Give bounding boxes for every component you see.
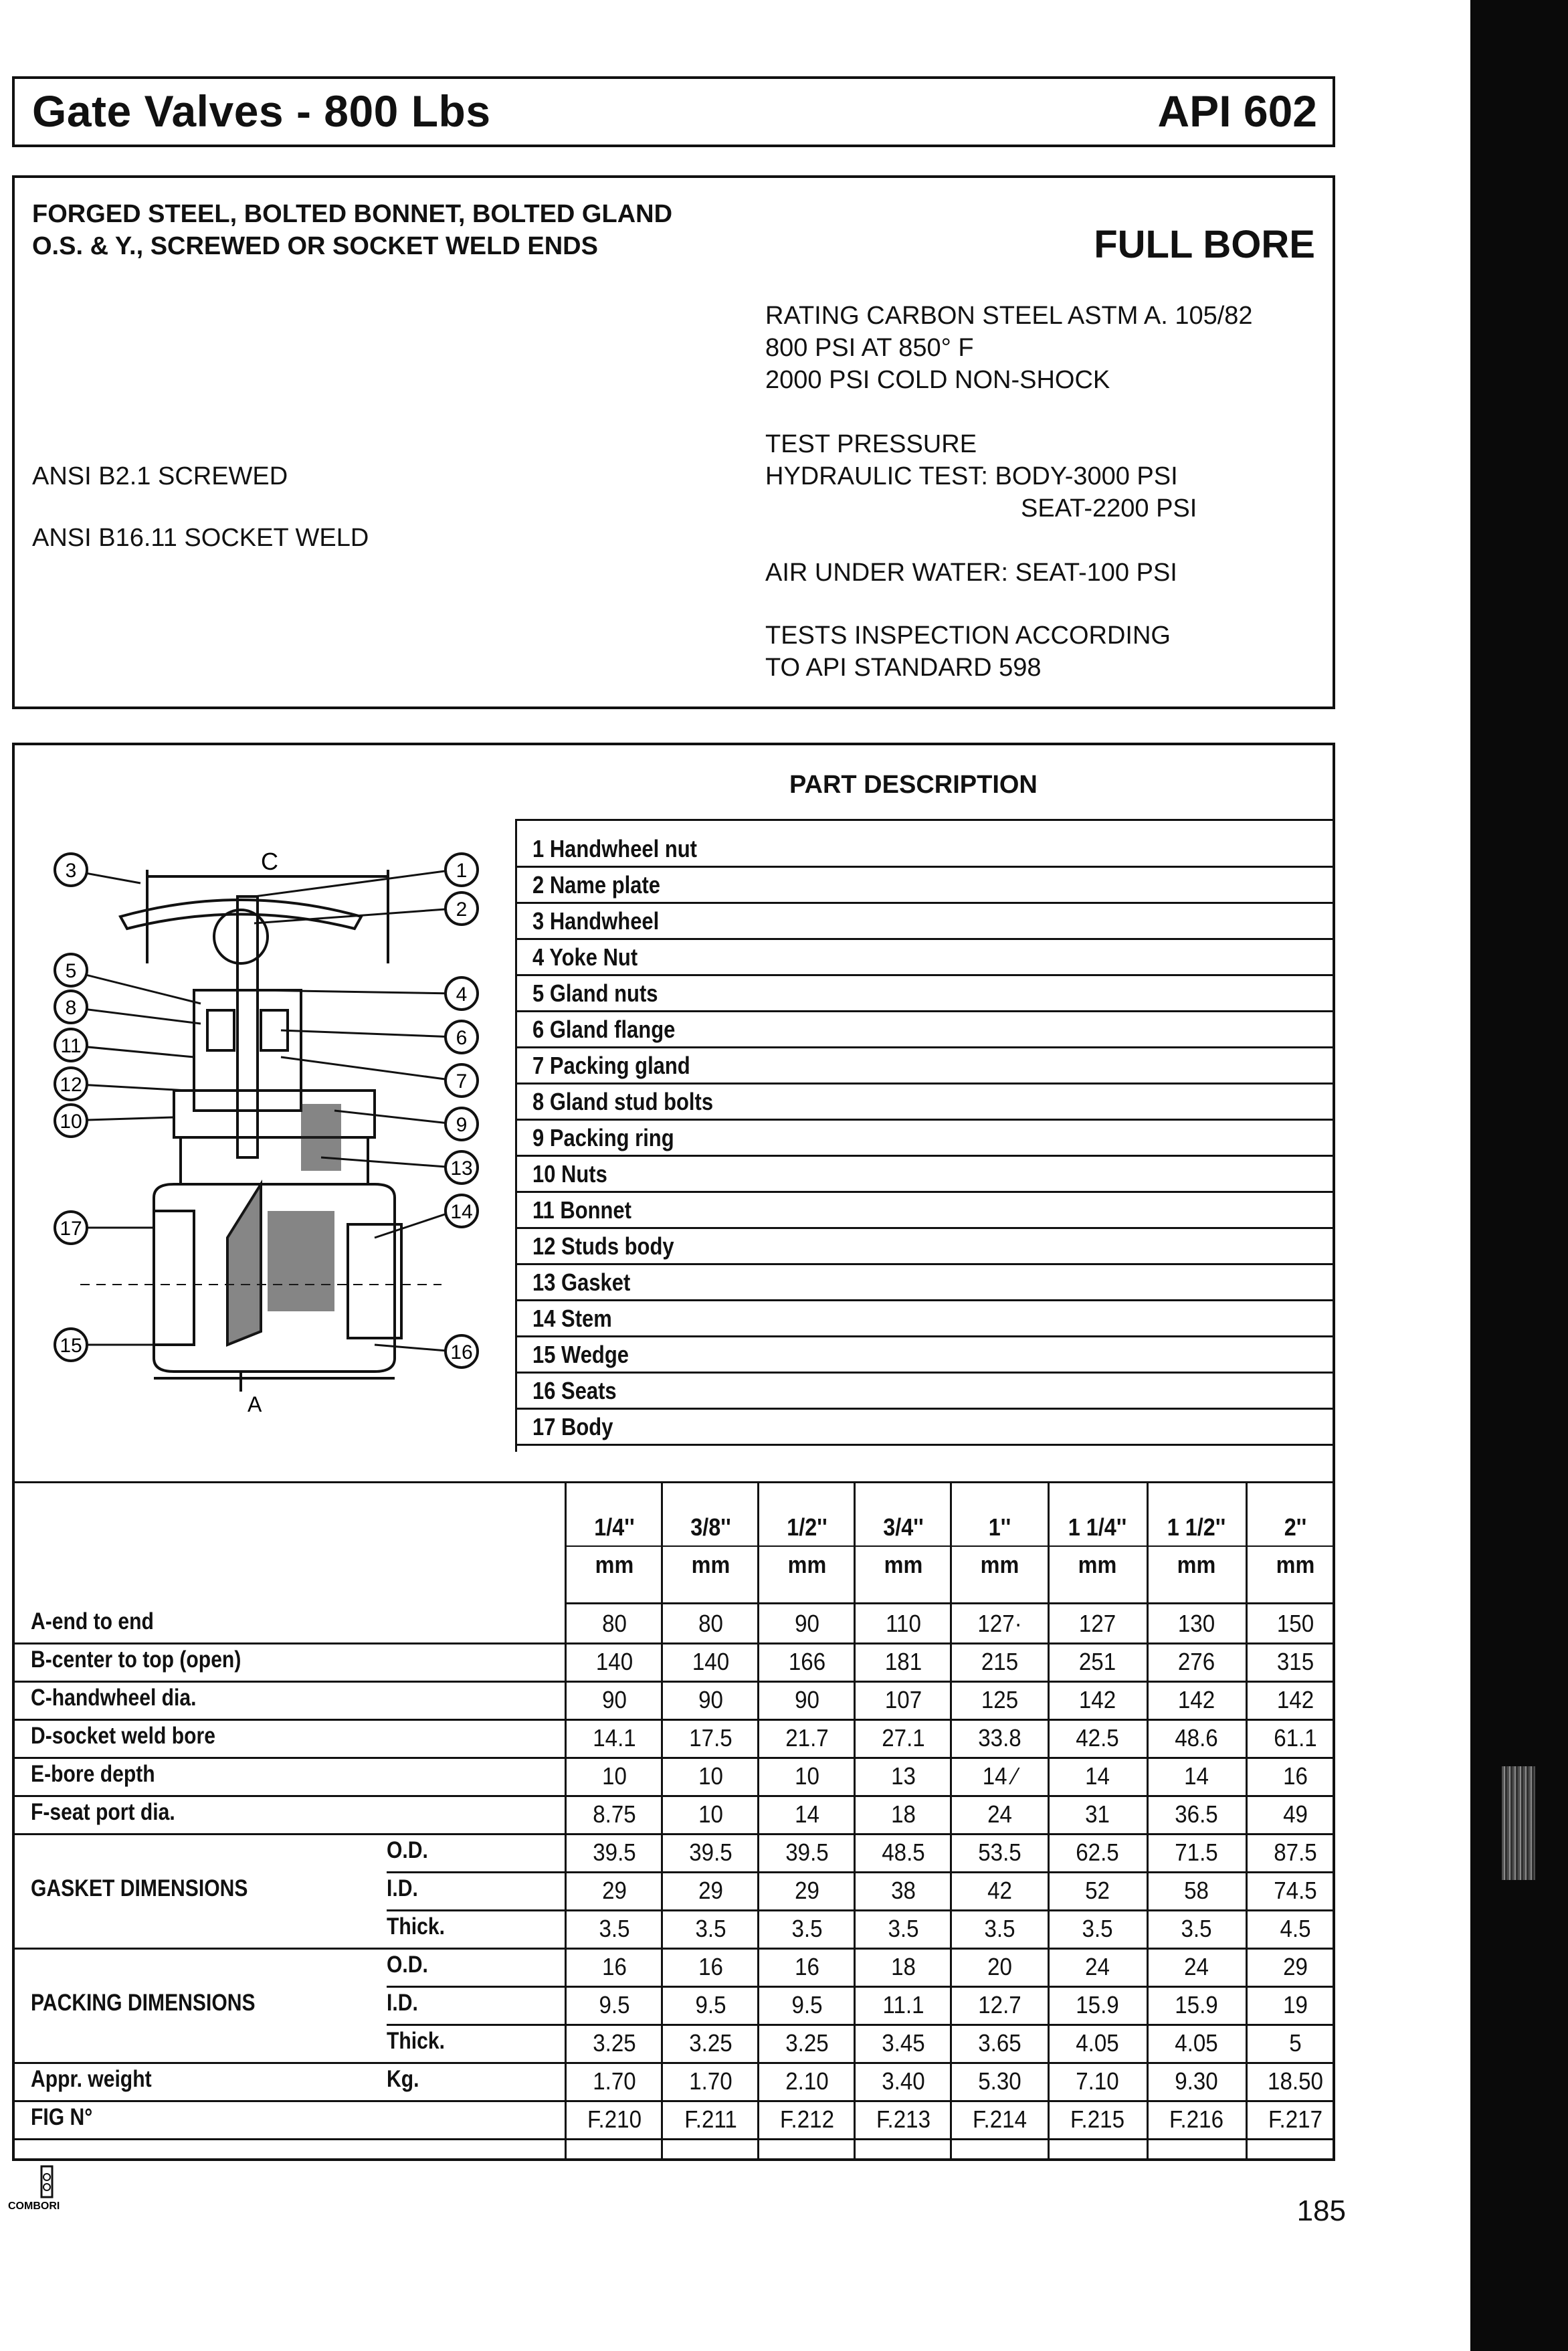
row-sublabel: O.D. [387, 1837, 428, 1863]
row-label: FIG N° [31, 2104, 93, 2130]
callout-number: 5 [65, 960, 77, 982]
unit-header: mm [787, 1551, 827, 1578]
row-label: GASKET DIMENSIONS [31, 1875, 248, 1901]
screwed-standard: ANSI B2.1 SCREWED [32, 462, 288, 490]
divider [515, 1408, 1335, 1410]
table-cell: 8.75 [593, 1800, 636, 1828]
row-divider [387, 1909, 1335, 1911]
row-divider [387, 1986, 1335, 1988]
table-cell: 142 [1276, 1686, 1314, 1713]
callout-number: 4 [456, 983, 468, 1006]
callout-number: 16 [450, 1341, 473, 1363]
table-cell: 27.1 [882, 1724, 925, 1752]
table-cell: 49 [1283, 1800, 1308, 1828]
table-cell: 10 [795, 1762, 819, 1790]
size-header: 1'' [988, 1513, 1011, 1541]
table-cell: 21.7 [785, 1724, 829, 1752]
scan-artifact [1502, 1766, 1535, 1880]
table-cell: 4.05 [1076, 2029, 1119, 2057]
part-item: 5 Gland nuts [532, 979, 658, 1007]
page-title: Gate Valves - 800 Lbs [32, 86, 491, 136]
table-cell: 5.30 [978, 2067, 1021, 2095]
handwheel-hub [214, 910, 268, 963]
divider [515, 866, 1335, 868]
test-line: TEST PRESSURE [765, 430, 977, 458]
size-header: 1/2'' [787, 1513, 827, 1541]
callout-number: 15 [60, 1335, 82, 1357]
row-divider [12, 2100, 1335, 2102]
size-header: 1 1/4'' [1068, 1513, 1127, 1541]
row-divider [12, 1757, 1335, 1759]
callout-number: 10 [60, 1111, 82, 1133]
column-divider [565, 1481, 567, 2158]
table-cell: F.215 [1070, 2105, 1125, 2133]
table-cell: 315 [1276, 1648, 1314, 1675]
divider [515, 1155, 1335, 1157]
table-cell: 39.5 [689, 1839, 732, 1866]
bonnet-shape [174, 1091, 375, 1137]
table-cell: 24 [1184, 1953, 1209, 1980]
callout-number: 13 [450, 1157, 473, 1180]
row-divider [12, 1795, 1335, 1797]
table-cell: 7.10 [1076, 2067, 1119, 2095]
row-sublabel: O.D. [387, 1952, 428, 1978]
table-cell: 24 [1085, 1953, 1110, 1980]
divider [515, 1083, 1335, 1085]
callout-number: 12 [60, 1074, 82, 1096]
size-header: 2'' [1284, 1513, 1307, 1541]
table-cell: 15.9 [1076, 1991, 1119, 2018]
table-cell: 42 [987, 1877, 1012, 1904]
test-line: SEAT-2200 PSI [1021, 494, 1197, 523]
row-divider [12, 1719, 1335, 1721]
rating-block [765, 300, 1253, 396]
row-divider [12, 1681, 1335, 1683]
table-cell: 1.70 [689, 2067, 732, 2095]
unit-header: mm [1177, 1551, 1216, 1578]
row-sublabel: I.D. [387, 1990, 418, 2016]
table-cell: 4.05 [1175, 2029, 1218, 2057]
column-divider [950, 1481, 952, 2158]
callout-number: 3 [65, 860, 77, 882]
divider [515, 1299, 1335, 1301]
table-cell: 29 [602, 1877, 627, 1904]
description-line: FORGED STEEL, BOLTED BONNET, BOLTED GLAND [32, 200, 673, 228]
table-cell: 48.6 [1175, 1724, 1218, 1752]
unit-header: mm [1078, 1551, 1117, 1578]
row-divider [12, 1642, 1335, 1644]
table-cell: 9.30 [1175, 2067, 1218, 2095]
divider [515, 938, 1335, 940]
table-cell: 181 [884, 1648, 922, 1675]
table-cell: 5 [1289, 2029, 1302, 2057]
table-cell: 74.5 [1274, 1877, 1317, 1904]
table-cell: 29 [698, 1877, 723, 1904]
table-cell: 16 [795, 1953, 819, 1980]
table-cell: 9.5 [695, 1991, 726, 2018]
row-label: F-seat port dia. [31, 1799, 175, 1825]
row-sublabel: I.D. [387, 1875, 418, 1901]
table-cell: 215 [981, 1648, 1019, 1675]
table-cell: 276 [1177, 1648, 1215, 1675]
table-cell: 61.1 [1274, 1724, 1317, 1752]
table-cell: 127· [977, 1610, 1022, 1637]
row-divider [565, 1602, 1335, 1604]
row-label: C-handwheel dia. [31, 1685, 197, 1711]
divider [515, 974, 1335, 976]
callout-number: 2 [456, 899, 468, 921]
table-cell: 80 [602, 1610, 627, 1637]
size-header: 3/8'' [690, 1513, 731, 1541]
column-divider [757, 1481, 759, 2158]
page-number: 185 [1296, 2194, 1346, 2227]
row-label: D-socket weld bore [31, 1723, 215, 1749]
row-sublabel: Thick. [387, 1913, 445, 1940]
divider [515, 1046, 1335, 1048]
table-cell: 87.5 [1274, 1839, 1317, 1866]
size-header: 3/4'' [883, 1513, 924, 1541]
unit-header: mm [595, 1551, 634, 1578]
air-test: AIR UNDER WATER: SEAT-100 PSI [765, 559, 1177, 587]
divider [515, 820, 517, 1452]
table-cell: 3.5 [1181, 1915, 1212, 1942]
table-cell: F.216 [1169, 2105, 1224, 2133]
row-label: B-center to top (open) [31, 1647, 241, 1673]
table-cell: F.217 [1268, 2105, 1323, 2133]
table-cell: 71.5 [1175, 1839, 1218, 1866]
standard-label: API 602 [1157, 86, 1317, 136]
part-item: 16 Seats [532, 1377, 617, 1404]
part-item: 15 Wedge [532, 1341, 629, 1368]
unit-header: mm [980, 1551, 1019, 1578]
row-label: Appr. weight [31, 2066, 152, 2092]
callout-number: 1 [456, 860, 468, 882]
table-cell: 3.65 [978, 2029, 1021, 2057]
rating-line: 2000 PSI COLD NON-SHOCK [765, 366, 1110, 394]
table-cell: 11.1 [882, 1991, 924, 2018]
table-cell: 3.5 [599, 1915, 630, 1942]
size-header: 1/4'' [594, 1513, 635, 1541]
callout-number: 7 [456, 1070, 468, 1093]
test-block [765, 428, 1197, 525]
part-item: 14 Stem [532, 1305, 612, 1332]
table-cell: 62.5 [1076, 1839, 1119, 1866]
table-cell: 10 [698, 1800, 723, 1828]
table-cell: 20 [987, 1953, 1012, 1980]
part-item: 11 Bonnet [532, 1196, 631, 1224]
divider [515, 902, 1335, 904]
combori-logo [7, 2165, 94, 2212]
test-line: HYDRAULIC TEST: BODY-3000 PSI [765, 462, 1178, 490]
table-cell: 14 [1085, 1762, 1110, 1790]
part-item: 3 Handwheel [532, 907, 660, 935]
table-cell: 10 [698, 1762, 723, 1790]
stem-shape [237, 897, 258, 1157]
callout-number: 17 [60, 1218, 82, 1240]
table-cell: 3.45 [882, 2029, 925, 2057]
table-cell: 42.5 [1076, 1724, 1119, 1752]
table-cell: 12.7 [978, 1991, 1021, 2018]
callout-number: 11 [60, 1035, 82, 1057]
table-cell: 140 [692, 1648, 730, 1675]
callout-number: 9 [456, 1114, 468, 1136]
table-cell: 9.5 [791, 1991, 823, 2018]
part-item: 1 Handwheel nut [532, 835, 697, 862]
rating-line: 800 PSI AT 850° F [765, 334, 974, 362]
table-cell: 18 [891, 1800, 916, 1828]
table-cell: 52 [1085, 1877, 1110, 1904]
table-cell: 1.70 [593, 2067, 636, 2095]
table-cell: 3.40 [882, 2067, 925, 2095]
table-cell: F.213 [876, 2105, 931, 2133]
row-divider [12, 1948, 1335, 1950]
table-cell: 142 [1078, 1686, 1116, 1713]
inspection-block [765, 620, 1171, 684]
table-cell: 125 [981, 1686, 1019, 1713]
table-cell: 14.1 [593, 1724, 636, 1752]
row-divider [565, 1545, 1335, 1547]
table-cell: 10 [602, 1762, 627, 1790]
table-cell: 251 [1078, 1648, 1116, 1675]
part-item: 10 Nuts [532, 1160, 607, 1188]
column-divider [1246, 1481, 1248, 2158]
divider [515, 1191, 1335, 1193]
table-cell: 39.5 [785, 1839, 829, 1866]
table-cell: 18.50 [1268, 2067, 1323, 2095]
part-item: 6 Gland flange [532, 1016, 676, 1043]
table-cell: 13 [891, 1762, 916, 1790]
column-divider [854, 1481, 856, 2158]
row-label: E-bore depth [31, 1761, 155, 1787]
row-divider [387, 1871, 1335, 1873]
table-cell: 80 [698, 1610, 723, 1637]
table-cell: 142 [1177, 1686, 1215, 1713]
description [32, 198, 672, 262]
divider [515, 1263, 1335, 1265]
table-cell: F.210 [587, 2105, 642, 2133]
table-cell: 3.5 [888, 1915, 919, 1942]
table-cell: 3.25 [689, 2029, 732, 2057]
table-cell: 29 [795, 1877, 819, 1904]
part-description-title: PART DESCRIPTION [789, 771, 1038, 799]
table-cell: 48.5 [882, 1839, 925, 1866]
row-label: PACKING DIMENSIONS [31, 1990, 256, 2016]
divider [515, 1010, 1335, 1012]
table-cell: 14 [1184, 1762, 1209, 1790]
size-header: 1 1/2'' [1167, 1513, 1226, 1541]
column-divider [661, 1481, 663, 2158]
divider [515, 1335, 1335, 1337]
rating-line: RATING CARBON STEEL ASTM A. 105/82 [765, 302, 1253, 330]
table-cell: 14 ⁄ [982, 1762, 1017, 1790]
scan-edge-bar [1470, 0, 1568, 2351]
brand-name: COMBORI [8, 2200, 60, 2212]
part-item: 4 Yoke Nut [532, 943, 638, 971]
table-cell: 130 [1177, 1610, 1215, 1637]
table-cell: 58 [1184, 1877, 1209, 1904]
table-cell: 166 [788, 1648, 826, 1675]
table-cell: 90 [698, 1686, 723, 1713]
divider [515, 819, 1335, 821]
table-cell: F.212 [779, 2105, 835, 2133]
bore-type: FULL BORE [1094, 223, 1315, 266]
row-divider [12, 2062, 1335, 2064]
table-cell: 15.9 [1175, 1991, 1218, 2018]
divider [515, 1444, 1335, 1446]
table-cell: 110 [886, 1610, 921, 1637]
table-cell: 17.5 [689, 1724, 732, 1752]
table-cell: 140 [595, 1648, 633, 1675]
table-cell: 38 [891, 1877, 916, 1904]
table-cell: 90 [795, 1686, 819, 1713]
table-cell: F.211 [684, 2105, 737, 2133]
unit-header: mm [884, 1551, 923, 1578]
table-cell: 90 [602, 1686, 627, 1713]
column-divider [1147, 1481, 1149, 2158]
row-label: A-end to end [31, 1608, 154, 1634]
table-cell: 16 [698, 1953, 723, 1980]
inspection-line: TESTS INSPECTION ACCORDING [765, 622, 1171, 650]
column-divider [1048, 1481, 1050, 2158]
unit-header: mm [1276, 1551, 1315, 1578]
table-cell: 16 [602, 1953, 627, 1980]
table-cell: 3.25 [785, 2029, 829, 2057]
table-cell: 18 [891, 1953, 916, 1980]
divider [515, 1372, 1335, 1374]
part-item: 7 Packing gland [532, 1052, 690, 1079]
table-cell: 107 [884, 1686, 922, 1713]
callout-number: 6 [456, 1027, 468, 1049]
table-cell: 3.5 [1082, 1915, 1113, 1942]
table-cell: 9.5 [599, 1991, 630, 2018]
part-item: 17 Body [532, 1413, 613, 1440]
table-cell: 2.10 [785, 2067, 829, 2095]
callout-number: 14 [450, 1201, 473, 1223]
table-cell: 53.5 [978, 1839, 1021, 1866]
table-cell: 4.5 [1280, 1915, 1311, 1942]
table-cell: 16 [1283, 1762, 1308, 1790]
divider [515, 1119, 1335, 1121]
table-cell: F.214 [972, 2105, 1027, 2133]
table-cell: 24 [987, 1800, 1012, 1828]
part-item: 12 Studs body [532, 1232, 674, 1260]
unit-header: mm [691, 1551, 730, 1578]
row-divider [387, 2024, 1335, 2026]
valve-diagram [40, 836, 508, 1425]
row-divider [12, 1833, 1335, 1835]
table-cell: 31 [1085, 1800, 1110, 1828]
part-item: 13 Gasket [532, 1268, 631, 1296]
part-item: 8 Gland stud bolts [532, 1088, 714, 1115]
dimension-c-label: C [261, 848, 278, 875]
table-cell: 36.5 [1175, 1800, 1218, 1828]
table-cell: 3.25 [593, 2029, 636, 2057]
divider [12, 1481, 1335, 1483]
table-cell: 14 [795, 1800, 819, 1828]
table-cell: 39.5 [593, 1839, 636, 1866]
part-item: 9 Packing ring [532, 1124, 674, 1151]
table-cell: 150 [1276, 1610, 1314, 1637]
divider [515, 1227, 1335, 1229]
table-cell: 3.5 [695, 1915, 726, 1942]
table-cell: 3.5 [791, 1915, 823, 1942]
row-divider [12, 2138, 1335, 2140]
table-cell: 19 [1283, 1991, 1308, 2018]
table-cell: 127 [1078, 1610, 1116, 1637]
row-sublabel: Thick. [387, 2028, 445, 2054]
socket-weld-standard: ANSI B16.11 SOCKET WELD [32, 524, 369, 552]
table-cell: 29 [1283, 1953, 1308, 1980]
inspection-line: TO API STANDARD 598 [765, 654, 1042, 682]
table-cell: 33.8 [978, 1724, 1021, 1752]
handwheel-shape [120, 900, 361, 929]
table-cell: 90 [795, 1610, 819, 1637]
description-line: O.S. & Y., SCREWED OR SOCKET WELD ENDS [32, 232, 598, 260]
row-sublabel: Kg. [387, 2066, 419, 2092]
part-item: 2 Name plate [532, 871, 661, 899]
table-cell: 3.5 [984, 1915, 1015, 1942]
callout-number: 8 [65, 997, 77, 1019]
dimension-a-label: A [248, 1392, 262, 1416]
